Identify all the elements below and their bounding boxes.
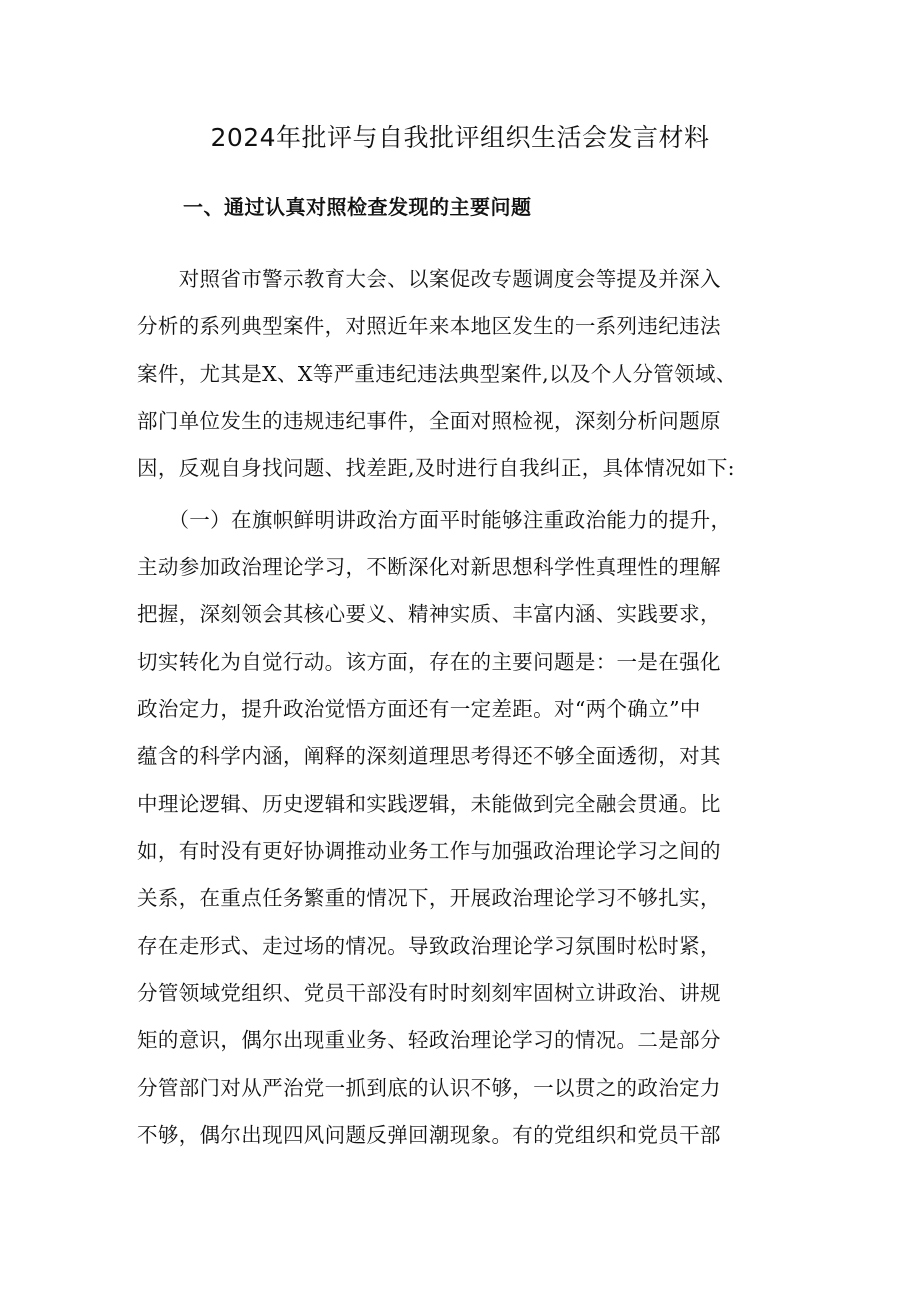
body-line: 对照省市警示教育大会、以案促改专题调度会等提及并深入	[137, 267, 721, 291]
body-line: 分管领域党组织、党员干部没有时时刻刻牢固树立讲政治、讲规	[137, 981, 721, 1005]
body-line: 中理论逻辑、历史逻辑和实践逻辑，未能做到完全融会贯通。比	[137, 792, 721, 816]
body-line: 因，反观自身找问题、找差距,及时进行自我纠正，具体情况如下:	[137, 456, 735, 480]
body-line: 分析的系列典型案件，对照近年来本地区发生的一系列违纪违法	[137, 314, 721, 338]
body-line: 案件，尤其是X、X等严重违纪违法典型案件,以及个人分管领域、	[137, 362, 737, 386]
body-line: 主动参加政治理论学习，不断深化对新思想科学性真理性的理解	[137, 555, 721, 579]
body-line: 如，有时没有更好协调推动业务工作与加强政治理论学习之间的	[137, 839, 721, 863]
body-line: 部门单位发生的违规违纪事件，全面对照检视，深刻分析问题原	[137, 409, 721, 433]
body-line: 蕴含的科学内涵，阐释的深刻道理思考得还不够全面透彻，对其	[137, 744, 721, 768]
body-line: 矩的意识，偶尔出现重业务、轻政治理论学习的情况。二是部分	[137, 1028, 721, 1052]
body-line: （一）在旗帜鲜明讲政治方面平时能够注重政治能力的提升，	[137, 508, 732, 532]
section-heading: 一、通过认真对照检查发现的主要问题	[183, 195, 532, 219]
body-line: 关系，在重点任务繁重的情况下，开展政治理论学习不够扎实，	[137, 886, 721, 910]
document-title: 2024年批评与自我批评组织生活会发言材料	[210, 123, 710, 152]
body-line: 政治定力，提升政治觉悟方面还有一定差距。对“两个确立”中	[137, 697, 701, 721]
body-line: 不够，偶尔出现四风问题反弹回潮现象。有的党组织和党员干部	[137, 1123, 721, 1147]
body-line: 分管部门对从严治党一抓到底的认识不够，一以贯之的政治定力	[137, 1076, 721, 1100]
body-line: 把握，深刻领会其核心要义、精神实质、丰富内涵、实践要求，	[137, 602, 721, 626]
body-line: 存在走形式、走过场的情况。导致政治理论学习氛围时松时紧，	[137, 934, 721, 958]
body-line: 切实转化为自觉行动。该方面，存在的主要问题是：一是在强化	[137, 650, 721, 674]
